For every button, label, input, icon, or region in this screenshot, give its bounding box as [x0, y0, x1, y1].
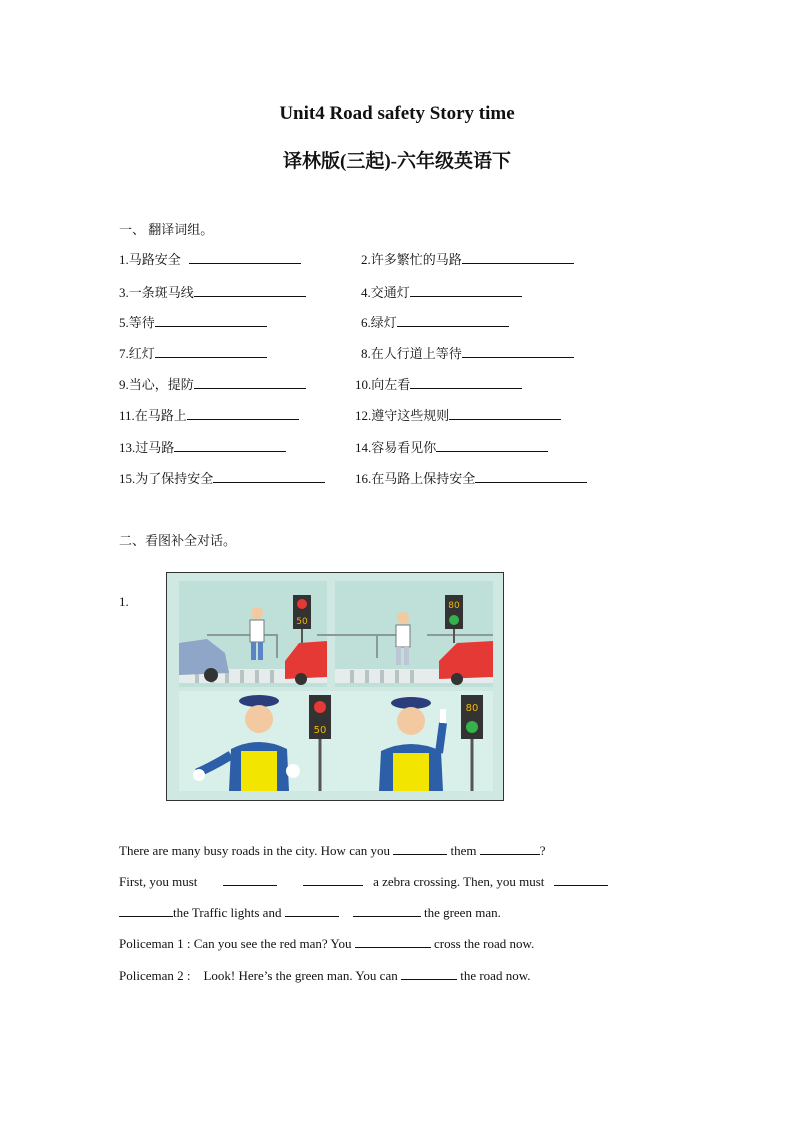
- phrase-label: 1.马路安全: [119, 252, 181, 267]
- answer-blank[interactable]: [462, 345, 574, 358]
- dialogue-text: the road now.: [460, 968, 531, 983]
- phrase-label: 8.在人行道上等待: [361, 346, 462, 361]
- countdown-label: 50: [296, 617, 308, 627]
- phrase-item: [119, 312, 267, 331]
- answer-blank[interactable]: [353, 904, 421, 917]
- dialogue-line-4: [119, 935, 534, 952]
- section-1-heading: 一、 翻译词组。: [119, 222, 214, 237]
- phrase-label: 9.当心，提防: [119, 377, 194, 392]
- answer-blank[interactable]: [410, 284, 522, 297]
- answer-blank[interactable]: [155, 345, 267, 358]
- page-subtitle: 译林版(三起)-六年级英语下: [283, 151, 511, 172]
- answer-blank[interactable]: [475, 470, 587, 483]
- phrase-label: 5.等待: [119, 315, 155, 330]
- dialogue-line-3: [119, 904, 501, 921]
- phrase-label: 6.绿灯: [361, 315, 397, 330]
- countdown-label: 50: [313, 725, 327, 736]
- dialogue-text: Policeman 1 : Can you see the red man? You: [119, 936, 352, 951]
- dialogue-line-5: [119, 967, 531, 984]
- phrase-item: [119, 249, 301, 268]
- phrase-item: [119, 468, 325, 487]
- answer-blank[interactable]: [223, 873, 277, 886]
- phrase-item: [119, 374, 306, 393]
- answer-blank[interactable]: [554, 873, 608, 886]
- dialogue-text: ?: [539, 843, 546, 858]
- dialogue-text: the green man.: [423, 905, 501, 920]
- phrase-item: [355, 468, 587, 487]
- phrase-label: 15.为了保持安全: [119, 471, 214, 486]
- answer-blank[interactable]: [480, 842, 540, 855]
- dialogue-text: Policeman 2 : Look! Here’s the green man. You can: [119, 968, 398, 983]
- answer-blank[interactable]: [194, 376, 306, 389]
- page-title: Unit4 Road safety Story time: [279, 103, 515, 124]
- phrase-item: [361, 249, 574, 268]
- dialogue-text: the Traffic lights and: [173, 905, 282, 920]
- answer-blank[interactable]: [213, 470, 325, 483]
- question-number: 1.: [119, 594, 129, 609]
- phrase-item: [361, 312, 509, 331]
- answer-blank[interactable]: [449, 407, 561, 420]
- dialogue-text: There are many busy roads in the city. How can you: [119, 843, 390, 858]
- countdown-label: 80: [465, 703, 479, 714]
- answer-blank[interactable]: [355, 935, 431, 948]
- phrase-label: 3.一条斑马线: [119, 285, 194, 300]
- answer-blank[interactable]: [174, 439, 286, 452]
- answer-blank[interactable]: [410, 376, 522, 389]
- answer-blank[interactable]: [155, 314, 267, 327]
- phrase-item: [119, 282, 306, 301]
- answer-blank[interactable]: [189, 251, 301, 264]
- phrase-item: [119, 437, 286, 456]
- phrase-label: 16.在马路上保持安全: [355, 471, 476, 486]
- traffic-scene: [167, 573, 503, 800]
- phrase-item: [361, 343, 574, 362]
- answer-blank[interactable]: [303, 873, 363, 886]
- answer-blank[interactable]: [119, 904, 173, 917]
- dialogue-line-2: [119, 873, 608, 890]
- answer-blank[interactable]: [187, 407, 299, 420]
- dialogue-line-1: [119, 842, 546, 859]
- phrase-label: 12.遵守这些规则: [355, 408, 450, 423]
- dialogue-text: them: [450, 843, 477, 858]
- answer-blank[interactable]: [285, 904, 339, 917]
- phrase-item: [355, 374, 522, 393]
- section-2-heading: 二、看图补全对话。: [119, 533, 237, 548]
- phrase-label: 13.过马路: [119, 440, 175, 455]
- countdown-label: 80: [448, 601, 460, 611]
- phrase-item: [355, 437, 548, 456]
- dialogue-text: a zebra crossing. Then, you must: [373, 874, 545, 889]
- answer-blank[interactable]: [194, 284, 306, 297]
- phrase-label: 14.容易看见你: [355, 440, 437, 455]
- phrase-label: 10.向左看: [355, 377, 411, 392]
- phrase-label: 11.在马路上: [119, 408, 187, 423]
- phrase-item: [361, 282, 522, 301]
- phrase-item: [355, 405, 561, 424]
- phrase-label: 7.红灯: [119, 346, 155, 361]
- phrase-label: 2.许多繁忙的马路: [361, 252, 462, 267]
- traffic-illustration: [166, 572, 504, 801]
- answer-blank[interactable]: [462, 251, 574, 264]
- answer-blank[interactable]: [393, 842, 447, 855]
- answer-blank[interactable]: [401, 967, 457, 980]
- dialogue-text: cross the road now.: [434, 936, 535, 951]
- answer-blank[interactable]: [436, 439, 548, 452]
- answer-blank[interactable]: [397, 314, 509, 327]
- dialogue-text: First, you must: [119, 874, 198, 889]
- phrase-label: 4.交通灯: [361, 285, 410, 300]
- phrase-item: [119, 343, 267, 362]
- phrase-item: [119, 405, 299, 424]
